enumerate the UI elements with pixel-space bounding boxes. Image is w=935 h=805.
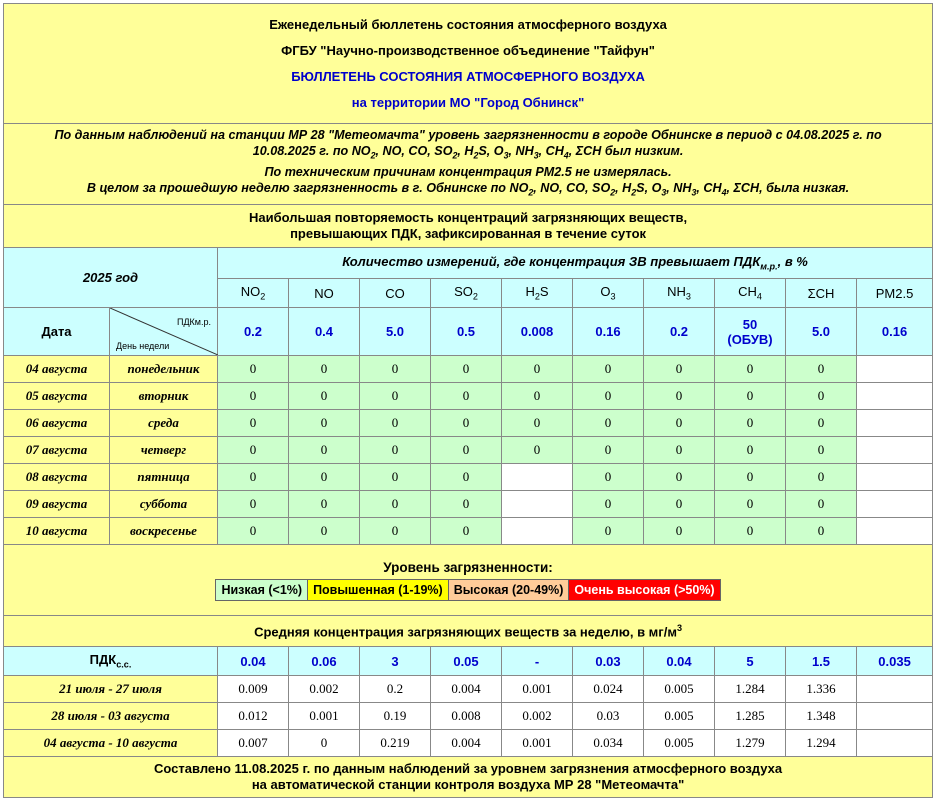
header-line-1: Еженедельный бюллетень состояния атмосферного воздуха — [269, 16, 667, 32]
section1-title: Наибольшая повторяемость концентраций загрязняющих веществ, превышающих ПДК, зафиксированная в течение суток — [4, 205, 933, 248]
avg-concentration-cell: 0 — [289, 730, 360, 757]
legend-section — [4, 545, 933, 616]
diagonal-header — [110, 308, 218, 356]
daily-row — [4, 410, 933, 437]
intro-line-4: В целом за прошедшую неделю загрязненность в г. Обнинске по $NO_2$, NO, CO, $SO_2$, $H_2S$, $O_3$, $NH_3$, $CH_4$, ΣCH, была низкая. — [86, 181, 850, 198]
pdk-mr-value: 0.008 — [502, 308, 573, 356]
legend-item: Низкая (<1%) — [216, 579, 308, 600]
avg-concentration-cell — [857, 730, 933, 757]
exceedance-cell: 0 — [431, 356, 502, 383]
row-period: 28 июля - 03 августа — [4, 703, 218, 730]
pdk-ss-value: 5 — [715, 647, 786, 676]
exceedance-cell: 0 — [502, 383, 573, 410]
pollutant-nh3: $NH_3$ — [644, 279, 715, 308]
exceedance-cell — [857, 518, 933, 545]
exceedance-cell: 0 — [431, 410, 502, 437]
avg-concentration-cell: 0.024 — [573, 676, 644, 703]
avg-concentration-cell: 0.007 — [218, 730, 289, 757]
exceedance-cell: 0 — [786, 356, 857, 383]
pdk-ss-value: 1.5 — [786, 647, 857, 676]
exceedance-cell: 0 — [786, 410, 857, 437]
exceedance-cell: 0 — [218, 437, 289, 464]
intro-summary — [4, 124, 933, 205]
row-date: 08 августа — [4, 464, 110, 491]
pdk-ss-value: 0.03 — [573, 647, 644, 676]
daily-row — [4, 437, 933, 464]
exceedance-cell: 0 — [573, 356, 644, 383]
exceedance-cell: 0 — [431, 491, 502, 518]
header-title: БЮЛЛЕТЕНЬ СОСТОЯНИЯ АТМОСФЕРНОГО ВОЗДУХА — [291, 68, 645, 84]
exceedance-cell — [857, 491, 933, 518]
intro-line-1: По данным наблюдений на станции МР 28 "Метеомачта" уровень загрязненности в городе Обнинске в период с 04.08.2025 г. по — [54, 128, 882, 143]
pollutant-sch: ΣCH — [786, 279, 857, 308]
exceedance-cell: 0 — [573, 491, 644, 518]
exceedance-cell: 0 — [360, 518, 431, 545]
pdk-mr-corner-label: ПДКм.р. — [176, 317, 211, 327]
exceedance-cell: 0 — [218, 410, 289, 437]
exceedance-cell: 0 — [502, 437, 573, 464]
pollutant-so2: $SO_2$ — [431, 279, 502, 308]
exceedance-cell: 0 — [573, 410, 644, 437]
year-label: 2025 год — [4, 248, 218, 308]
avg-concentration-cell: 0.001 — [502, 676, 573, 703]
exceedance-cell: 0 — [644, 518, 715, 545]
exceedance-cell: 0 — [573, 437, 644, 464]
row-weekday: четверг — [110, 437, 218, 464]
exceedance-cell: 0 — [644, 410, 715, 437]
avg-concentration-cell: 0.19 — [360, 703, 431, 730]
exceedance-cell: 0 — [715, 518, 786, 545]
avg-concentration-cell: 1.336 — [786, 676, 857, 703]
header-line-2: ФГБУ "Научно-производственное объединение "Тайфун" — [281, 42, 655, 58]
exceedance-cell: 0 — [289, 410, 360, 437]
exceedance-cell — [502, 518, 573, 545]
exceedance-cell: 0 — [644, 383, 715, 410]
exceedance-cell: 0 — [431, 464, 502, 491]
footer-note: Составлено 11.08.2025 г. по данным наблюдений за уровнем загрязнения атмосферного воздуха на автоматической станции контроля воздуха МР 28 "Метеомачта" — [4, 757, 933, 798]
pollutant-h2s: $H_2S$ — [502, 279, 573, 308]
weekly-average-rows — [4, 676, 933, 757]
legend-title: Уровень загрязненности: — [383, 559, 553, 575]
exceedance-cell: 0 — [431, 383, 502, 410]
exceedance-cell: 0 — [644, 356, 715, 383]
exceedance-cell — [502, 464, 573, 491]
pdk-mr-value: 0.4 — [289, 308, 360, 356]
pdk-mr-value: 0.16 — [573, 308, 644, 356]
weekly-row — [4, 676, 933, 703]
exceedance-cell: 0 — [573, 383, 644, 410]
exceedance-cell: 0 — [786, 464, 857, 491]
exceedance-cell — [857, 356, 933, 383]
row-weekday: суббота — [110, 491, 218, 518]
row-date: 07 августа — [4, 437, 110, 464]
intro-line-2: 10.08.2025 г. по $NO_2$, NO, CO, $SO_2$, $H_2S$, $O_3$, $NH_3$, $CH_4$, ΣCH был низким. — [252, 144, 684, 161]
pdk-ss-value: 0.05 — [431, 647, 502, 676]
row-weekday: понедельник — [110, 356, 218, 383]
row-date: 04 августа — [4, 356, 110, 383]
row-date: 10 августа — [4, 518, 110, 545]
exceedance-cell — [502, 491, 573, 518]
avg-concentration-cell: 0.005 — [644, 703, 715, 730]
intro-line-3: По техническим причинам концентрация PM2.5 не измерялась. — [264, 165, 672, 179]
pdk-ss-value: - — [502, 647, 573, 676]
exceedance-cell: 0 — [715, 410, 786, 437]
pollutant-no2: $NO_2$ — [218, 279, 289, 308]
avg-concentration-cell: 0.001 — [289, 703, 360, 730]
exceedance-cell: 0 — [218, 518, 289, 545]
avg-concentration-cell: 0.034 — [573, 730, 644, 757]
legend-item: Очень высокая (>50%) — [569, 579, 720, 600]
pdk-mr-value-ch4: 50 (ОБУВ) — [715, 308, 786, 356]
exceedance-cell: 0 — [502, 410, 573, 437]
header-subtitle: на территории МО "Город Обнинск" — [351, 94, 585, 110]
avg-concentration-cell: 0.012 — [218, 703, 289, 730]
avg-concentration-cell: 1.294 — [786, 730, 857, 757]
exceedance-cell: 0 — [289, 518, 360, 545]
pdk-ss-value: 0.04 — [644, 647, 715, 676]
avg-concentration-cell: 0.004 — [431, 676, 502, 703]
exceedance-cell: 0 — [218, 464, 289, 491]
avg-concentration-cell: 0.004 — [431, 730, 502, 757]
avg-concentration-cell: 0.001 — [502, 730, 573, 757]
pdk-mr-value: 0.16 — [857, 308, 933, 356]
exceedance-cell: 0 — [644, 437, 715, 464]
exceedance-cell: 0 — [786, 491, 857, 518]
exceedance-cell: 0 — [431, 518, 502, 545]
exceedance-cell: 0 — [289, 356, 360, 383]
section2-title: Средняя концентрация загрязняющих веществ за неделю, в $мг/м^3$ — [4, 616, 933, 647]
exceedance-cell: 0 — [431, 437, 502, 464]
avg-concentration-cell — [857, 676, 933, 703]
pdk-mr-value: 0.2 — [218, 308, 289, 356]
exceedance-cell: 0 — [786, 518, 857, 545]
daily-row — [4, 383, 933, 410]
avg-concentration-cell — [857, 703, 933, 730]
exceedance-cell: 0 — [289, 491, 360, 518]
pdk-ss-value: 3 — [360, 647, 431, 676]
exceedance-cell: 0 — [289, 437, 360, 464]
bulletin-header — [4, 4, 933, 124]
weekly-row — [4, 703, 933, 730]
exceedance-cell: 0 — [786, 383, 857, 410]
exceedance-cell: 0 — [218, 356, 289, 383]
exceedance-cell: 0 — [644, 491, 715, 518]
daily-row — [4, 518, 933, 545]
legend-item: Высокая (20-49%) — [448, 579, 569, 600]
legend-item: Повышенная (1-19%) — [308, 579, 449, 600]
exceedance-cell: 0 — [715, 383, 786, 410]
exceedance-cell: 0 — [360, 410, 431, 437]
pollutant-o3: $O_3$ — [573, 279, 644, 308]
exceedance-cell — [857, 383, 933, 410]
pdk-ss-value: 0.04 — [218, 647, 289, 676]
pollutant-ch4: $CH_4$ — [715, 279, 786, 308]
daily-rows — [4, 356, 933, 545]
exceedance-cell: 0 — [573, 518, 644, 545]
avg-concentration-cell: 0.03 — [573, 703, 644, 730]
date-label: Дата — [4, 308, 110, 356]
exceedance-cell — [857, 464, 933, 491]
count-header: Количество измерений, где концентрация ЗВ превышает $ПДК_{м.р.}$, в % — [218, 248, 933, 279]
daily-row — [4, 356, 933, 383]
exceedance-cell — [857, 437, 933, 464]
avg-concentration-cell: 1.285 — [715, 703, 786, 730]
row-period: 21 июля - 27 июля — [4, 676, 218, 703]
pollutant-co: CO — [360, 279, 431, 308]
pdk-ss-value: 0.06 — [289, 647, 360, 676]
legend — [215, 579, 720, 601]
pdk-ss-row — [4, 647, 933, 676]
avg-concentration-cell: 0.219 — [360, 730, 431, 757]
exceedance-cell: 0 — [715, 464, 786, 491]
row-weekday: вторник — [110, 383, 218, 410]
exceedance-cell: 0 — [360, 491, 431, 518]
exceedance-cell: 0 — [289, 383, 360, 410]
exceedance-cell: 0 — [502, 356, 573, 383]
pollutant-no: NO — [289, 279, 360, 308]
exceedance-cell: 0 — [360, 356, 431, 383]
exceedance-cell: 0 — [360, 464, 431, 491]
exceedance-cell: 0 — [715, 437, 786, 464]
pdk-ss-value: 0.035 — [857, 647, 933, 676]
exceedance-cell: 0 — [573, 464, 644, 491]
pdk-mr-value: 5.0 — [786, 308, 857, 356]
avg-concentration-cell: 0.008 — [431, 703, 502, 730]
row-weekday: пятница — [110, 464, 218, 491]
avg-concentration-cell: 0.002 — [502, 703, 573, 730]
row-date: 09 августа — [4, 491, 110, 518]
avg-concentration-cell: 0.005 — [644, 730, 715, 757]
pdk-mr-value: 0.2 — [644, 308, 715, 356]
avg-concentration-cell: 1.284 — [715, 676, 786, 703]
bulletin-table — [3, 3, 933, 798]
row-weekday: воскресенье — [110, 518, 218, 545]
exceedance-cell: 0 — [715, 491, 786, 518]
row-weekday: среда — [110, 410, 218, 437]
exceedance-cell: 0 — [360, 383, 431, 410]
avg-concentration-cell: 1.348 — [786, 703, 857, 730]
avg-concentration-cell: 0.002 — [289, 676, 360, 703]
avg-concentration-cell: 0.005 — [644, 676, 715, 703]
weekly-row — [4, 730, 933, 757]
daily-row — [4, 464, 933, 491]
avg-concentration-cell: 1.279 — [715, 730, 786, 757]
exceedance-cell: 0 — [715, 356, 786, 383]
exceedance-cell: 0 — [360, 437, 431, 464]
weekday-corner-label: День недели — [116, 341, 170, 351]
row-period: 04 августа - 10 августа — [4, 730, 218, 757]
exceedance-cell: 0 — [786, 437, 857, 464]
exceedance-cell: 0 — [644, 464, 715, 491]
pollutant-pm25: PM2.5 — [857, 279, 933, 308]
exceedance-cell: 0 — [218, 383, 289, 410]
exceedance-cell — [857, 410, 933, 437]
pdk-ss-label: $ПДК_{с.с.}$ — [4, 647, 218, 676]
daily-row — [4, 491, 933, 518]
pdk-mr-value: 0.5 — [431, 308, 502, 356]
row-date: 05 августа — [4, 383, 110, 410]
exceedance-cell: 0 — [218, 491, 289, 518]
avg-concentration-cell: 0.009 — [218, 676, 289, 703]
pdk-mr-value: 5.0 — [360, 308, 431, 356]
avg-concentration-cell: 0.2 — [360, 676, 431, 703]
exceedance-cell: 0 — [289, 464, 360, 491]
row-date: 06 августа — [4, 410, 110, 437]
pdk-mr-row — [4, 308, 933, 356]
